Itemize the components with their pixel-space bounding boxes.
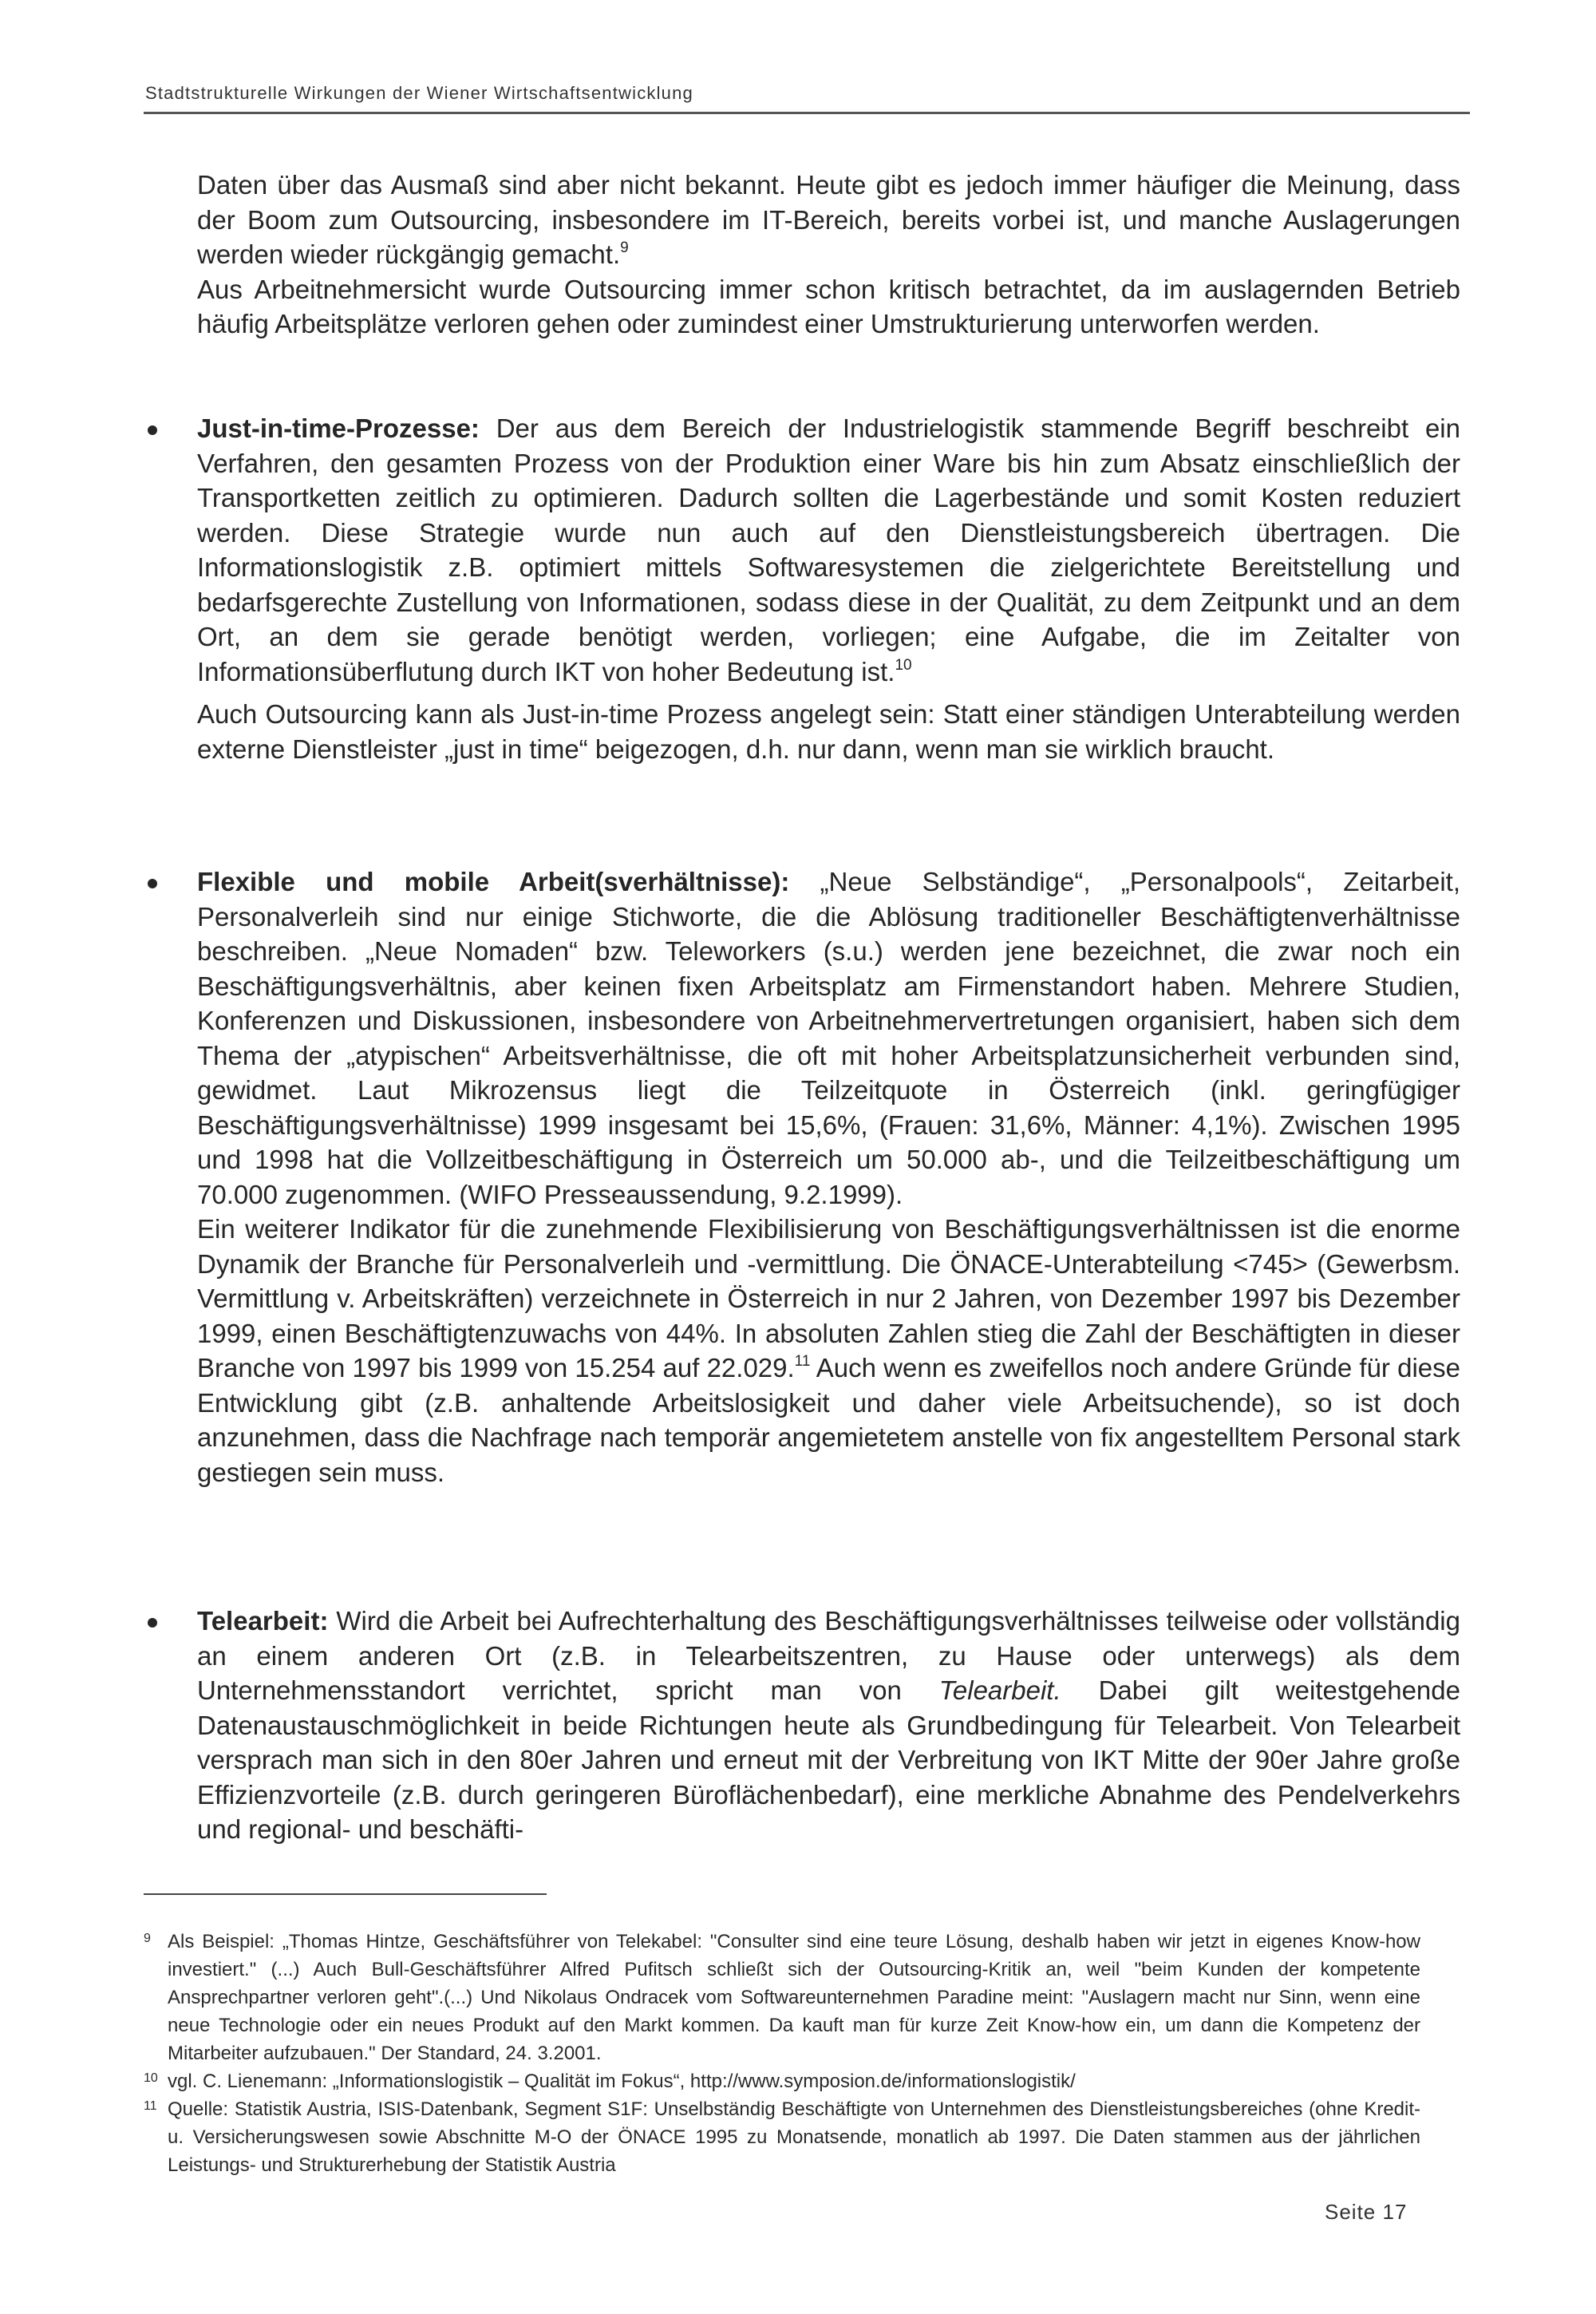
bullet-text-continued: Dabei gilt weitestgehende Datenaustauschmöglichkeit in beide Richtungen heute als Grundbedingung für Telearbeit. Von Telearbeit versprach man sich in den 80er Jahren und erneut mit der Verbreitung von IKT Mitte der 90er Jahre große Effizienzvorteile (z.B. durch geringeren Büroflächenbedarf), eine merkliche Abnahme des Pendelverkehrs und regional- und beschäfti- [197, 1675, 1460, 1844]
footnote-number: 9 [144, 1932, 151, 1945]
intro-paragraph-1 [197, 168, 1460, 272]
bullet-text: Wird die Arbeit bei Aufrechterhaltung des Beschäftigungsverhältnisses teilweise oder vollständig an einem anderen Ort (z.B. in Telearbeitszentren, zu Hause oder unterwegs) als dem Unternehmensstandort verrichtet, spricht man von [197, 1606, 1460, 1705]
footnote-ref-11[interactable]: 11 [794, 1353, 811, 1370]
bullet-item-flexible-work [197, 864, 1460, 1489]
bullet-item-just-in-time [197, 411, 1460, 766]
intro-section [197, 168, 1460, 342]
bullet-paragraph-2: Auch Outsourcing kann als Just-in-time Prozess angelegt sein: Statt einer ständigen Unterabteilung werden externe Dienstleister „just in time“ beigezogen, d.h. nur dann, wenn man sie wirklich braucht. [197, 699, 1460, 764]
footnote-number: 11 [144, 2099, 157, 2113]
intro-paragraph-2: Aus Arbeitnehmersicht wurde Outsourcing immer schon kritisch betrachtet, da im auslagernden Betrieb häufig Arbeitsplätze verloren gehen oder zumindest einer Umstrukturierung unterworfen werden. [197, 274, 1460, 338]
footnote-ref-9[interactable]: 9 [620, 239, 629, 256]
bullet-icon [148, 1618, 157, 1628]
footnote-text: Als Beispiel: „Thomas Hintze, Geschäftsführer von Telekabel: "Consulter sind eine teure Lösung, deshalb haben wir jetzt in eigenes Know-how investiert." (...) Auch Bull-Geschäftsführer Alfred Pufitsch schließt sich der Outsourcing-Kritik an, weil "beim Kunden der kompetente Ansprechpartner verloren geht".(...) Und Nikolaus Ondracek vom Softwareunternehmen Paradine meint: "Auslagern macht nur Sinn, wenn eine neue Technologie oder ein neues Produkt auf den Markt kommen. Da kauft man für kurze Zeit Know-how ein, um dann die Kompetenz der Mitarbeiter aufzubauen." Der Standard, 24. 3.2001. [168, 1931, 1420, 2064]
bullet-item-telearbeit [197, 1604, 1460, 1847]
bullet-term: Flexible und mobile Arbeit(sverhältnisse): [197, 867, 790, 896]
footnote-ref-10[interactable]: 10 [895, 656, 912, 674]
footnote-10 [144, 2067, 1420, 2095]
bullet-text: Der aus dem Bereich der Industrielogistik stammende Begriff beschreibt ein Verfahren, den gesamten Prozess von der Produktion einer Ware bis hin zum Absatz einschließlich der Transportketten zeitlich zu optimieren. Dadurch sollten die Lagerbestände und somit Kosten reduziert werden. Diese Strategie wurde nun auch auf den Dienstleistungsbereich übertragen. Die Informationslogistik z.B. optimiert mittels Softwaresystemen die zielgerichtete Bereitstellung und bedarfsgerechte Zustellung von Informationen, sodass diese in der Qualität, zu dem Zeitpunkt und an dem Ort, an dem sie gerade benötigt werden, vorliegen; eine Aufgabe, die im Zeitalter von Informationsüberflutung durch IKT von hoher Bedeutung ist. [197, 413, 1460, 686]
page-number: Seite 17 [1325, 2200, 1408, 2224]
bullet-paragraph-2 [197, 1212, 1460, 1489]
running-header: Stadtstrukturelle Wirkungen der Wiener Wirtschaftsentwicklung [145, 83, 693, 103]
bullet-paragraph [197, 864, 1460, 1212]
bullet-text: „Neue Selbständige“, „Personalpools“, Zeitarbeit, Personalverleih sind nur einige Stichworte, die die Ablösung traditioneller Beschäftigtenverhältnisse beschreiben. „Neue Nomaden“ bzw. Teleworkers (s.u.) werden jene bezeichnet, die zwar noch ein Beschäftigungsverhältnis, aber keinen fixen Arbeitsplatz am Firmenstandort haben. Mehrere Studien, Konferenzen und Diskussionen, insbesondere von Arbeitnehmervertretungen organisiert, haben sich dem Thema der „atypischen“ Arbeitsverhältnisse, die oft mit hoher Arbeitsplatzunsicherheit verbunden sind, gewidmet. Laut Mikrozensus liegt die Teilzeitquote in Österreich (inkl. geringfügiger Beschäftigungsverhältnisse) 1999 insgesamt bei 15,6%, (Frauen: 31,6%, Männer: 4,1%). Zwischen 1995 und 1998 hat die Vollzeitbeschäftigung in Österreich um 50.000 ab-, und die Teilzeitbeschäftigung um 70.000 zugenommen. (WIFO Presseaussendung, 9.2.1999). [197, 867, 1460, 1209]
bullet-term: Telearbeit: [197, 1606, 329, 1636]
header-divider [144, 112, 1470, 114]
footnotes [144, 1928, 1420, 2179]
footnote-divider [144, 1893, 547, 1895]
bullet-icon [148, 879, 157, 888]
bullet-paragraph [197, 1604, 1460, 1847]
bullet-paragraph [197, 411, 1460, 689]
bullet-italic-term: Telearbeit. [938, 1675, 1061, 1705]
bullet-paragraph-2-continued: Auch wenn es zweifellos noch andere Gründe für diese Entwicklung gibt (z.B. anhaltende Arbeitslosigkeit und daher viele Arbeitsuchende), so ist doch anzunehmen, dass die Nachfrage nach temporär angemietetem anstelle von fix angestelltem Personal stark gestiegen sein muss. [197, 1353, 1460, 1487]
bullet-term: Just-in-time-Prozesse: [197, 413, 480, 443]
intro-paragraph-1-text: Daten über das Ausmaß sind aber nicht bekannt. Heute gibt es jedoch immer häufiger die Meinung, dass der Boom zum Outsourcing, insbesondere im IT-Bereich, bereits vorbei ist, und manche Auslagerungen werden wieder rückgängig gemacht. [197, 170, 1460, 269]
footnote-text: Quelle: Statistik Austria, ISIS-Datenbank, Segment S1F: Unselbständig Beschäftigte von Unternehmen des Dienstleistungsbereiches (ohne Kredit- u. Versicherungswesen sowie Abschnitte M-O der ÖNACE 1995 zu Monatsende, monatlich ab 1997. Die Daten stammen aus der jährlichen Leistungs- und Strukturerhebung der Statistik Austria [168, 2098, 1420, 2176]
footnote-11 [144, 2095, 1420, 2179]
footnote-text: vgl. C. Lienemann: „Informationslogistik – Qualität im Fokus“, http://www.symposion.de/informationslogistik/ [168, 2071, 1076, 2092]
bullet-icon [148, 425, 157, 435]
footnote-9 [144, 1928, 1420, 2067]
footnote-number: 10 [144, 2071, 158, 2085]
bullet-paragraph-2-text: Ein weiterer Indikator für die zunehmende Flexibilisierung von Beschäftigungsverhältnissen ist die enorme Dynamik der Branche für Personalverleih und -vermittlung. Die ÖNACE-Unterabteilung <745> (Gewerbsm. Vermittlung v. Arbeitskräften) verzeichnete in Österreich in nur 2 Jahren, von Dezember 1997 bis Dezember 1999, einen Beschäftigtenzuwachs von 44%. In absoluten Zahlen stieg die Zahl der Beschäftigten in dieser Branche von 1997 bis 1999 von 15.254 auf 22.029. [197, 1214, 1460, 1382]
